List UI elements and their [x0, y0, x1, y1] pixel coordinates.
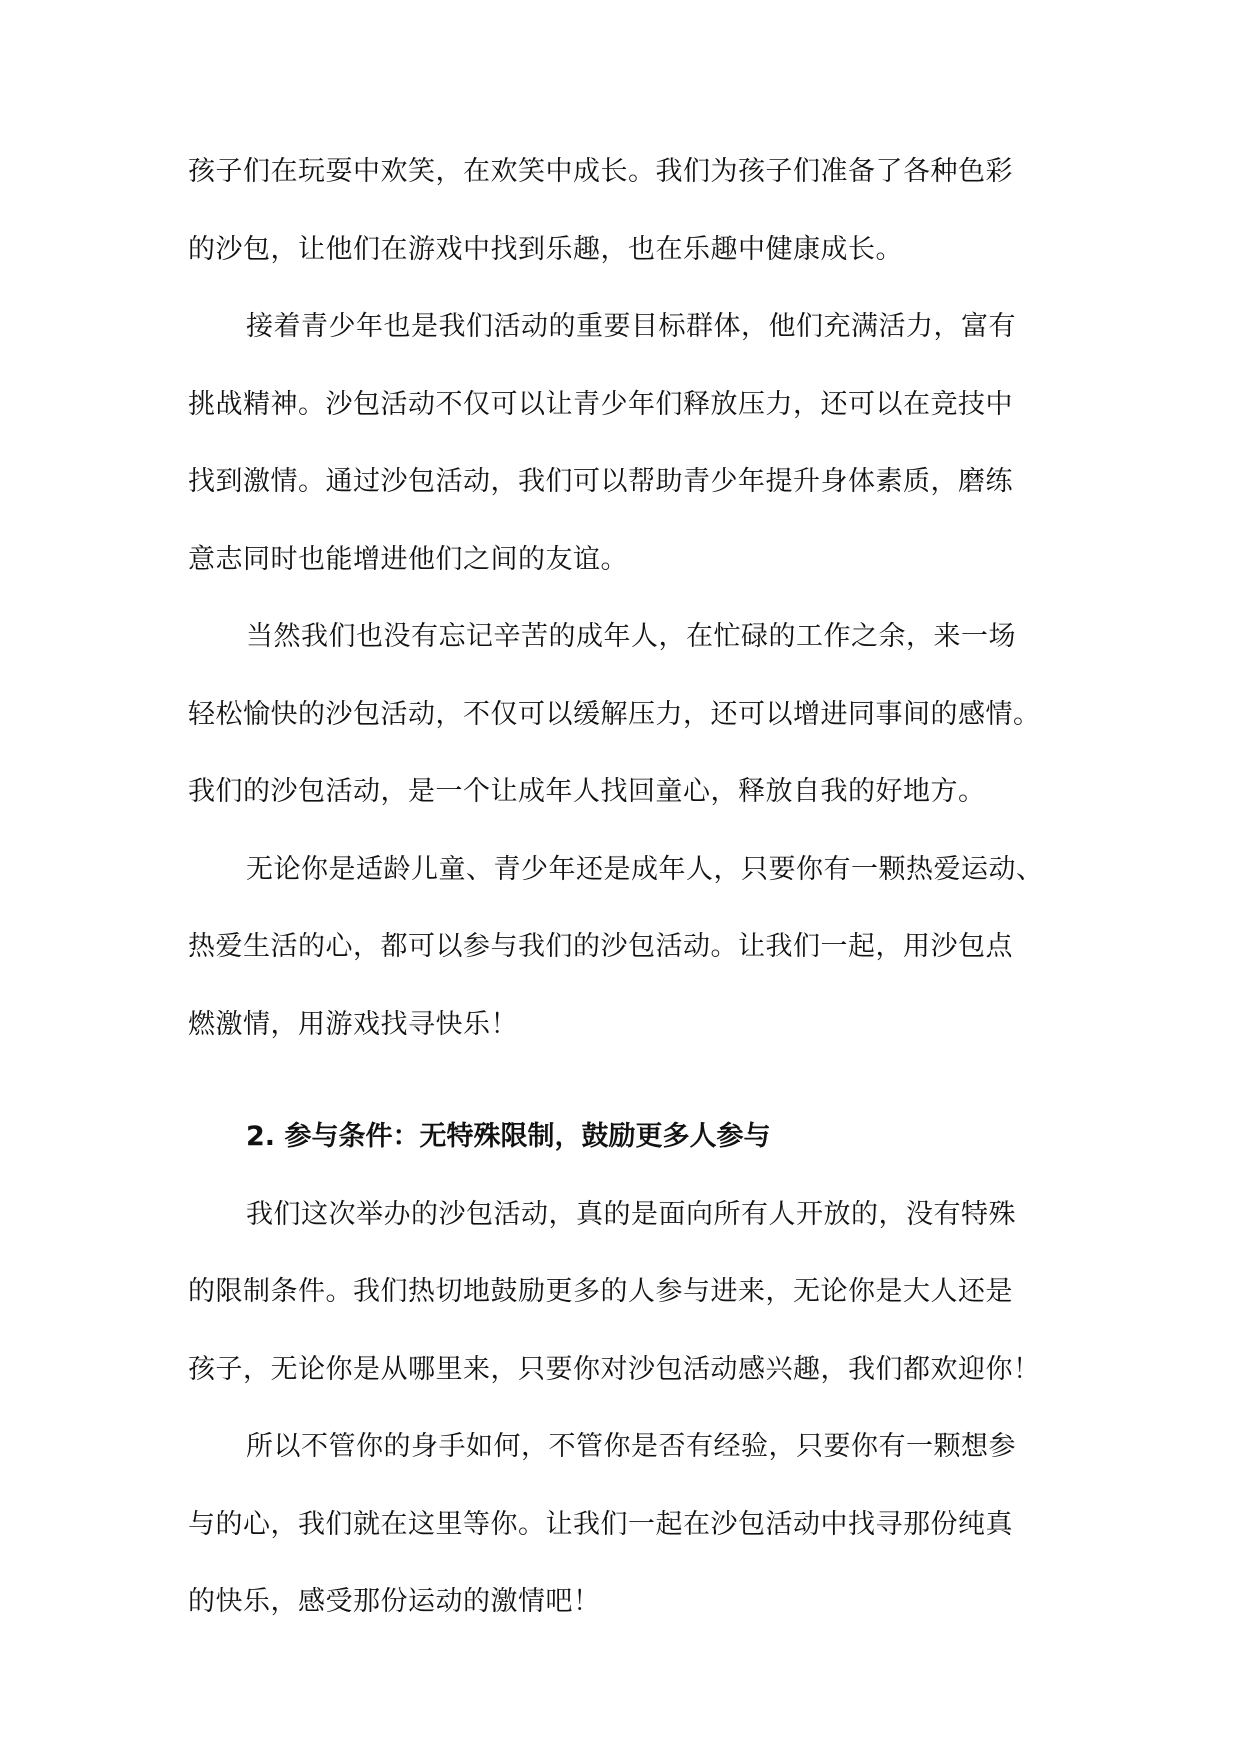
- paragraph-line: 燃激情，用游戏找寻快乐！: [188, 1008, 518, 1040]
- document-page: [188, 137, 1058, 1645]
- paragraph-line: 轻松愉快的沙包活动，不仅可以缓解压力，还可以增进同事间的感情。: [188, 698, 1041, 730]
- paragraph-line: 孩子，无论你是从哪里来，只要你对沙包活动感兴趣，我们都欢迎你！: [188, 1353, 1041, 1385]
- paragraph-line: 我们的沙包活动，是一个让成年人找回童心，释放自我的好地方。: [188, 776, 986, 807]
- paragraph-line: 热爱生活的心，都可以参与我们的沙包活动。让我们一起，用沙包点: [188, 931, 1013, 962]
- paragraph-line: 的快乐，感受那份运动的激情吧！: [188, 1586, 601, 1617]
- paragraph-line: 无论你是适龄儿童、青少年还是成年人，只要你有一颗热爱运动、: [246, 853, 1044, 885]
- paragraph-line: 接着青少年也是我们活动的重要目标群体，他们充满活力，富有: [246, 311, 1016, 342]
- section-heading: 2. 参与条件：无特殊限制，鼓励更多人参与: [246, 1121, 771, 1152]
- paragraph-line: 所以不管你的身手如何，不管你是否有经验，只要你有一颗想参: [246, 1431, 1016, 1462]
- paragraph-line: 与的心，我们就在这里等你。让我们一起在沙包活动中找寻那份纯真: [188, 1508, 1013, 1540]
- paragraph-line: 找到激情。通过沙包活动，我们可以帮助青少年提升身体素质，磨练: [188, 466, 1013, 497]
- paragraph-line: 挑战精神。沙包活动不仅可以让青少年们释放压力，还可以在竞技中: [188, 388, 1013, 420]
- paragraph-line: 的限制条件。我们热切地鼓励更多的人参与进来，无论你是大人还是: [188, 1276, 1013, 1307]
- paragraph-line: 孩子们在玩耍中欢笑，在欢笑中成长。我们为孩子们准备了各种色彩: [188, 156, 1013, 187]
- paragraph-line: 的沙包，让他们在游戏中找到乐趣，也在乐趣中健康成长。: [188, 233, 903, 265]
- paragraph-line: 我们这次举办的沙包活动，真的是面向所有人开放的，没有特殊: [246, 1198, 1016, 1230]
- paragraph-line: 意志同时也能增进他们之间的友谊。: [188, 543, 628, 575]
- paragraph-line: 当然我们也没有忘记辛苦的成年人，在忙碌的工作之余，来一场: [246, 621, 1016, 652]
